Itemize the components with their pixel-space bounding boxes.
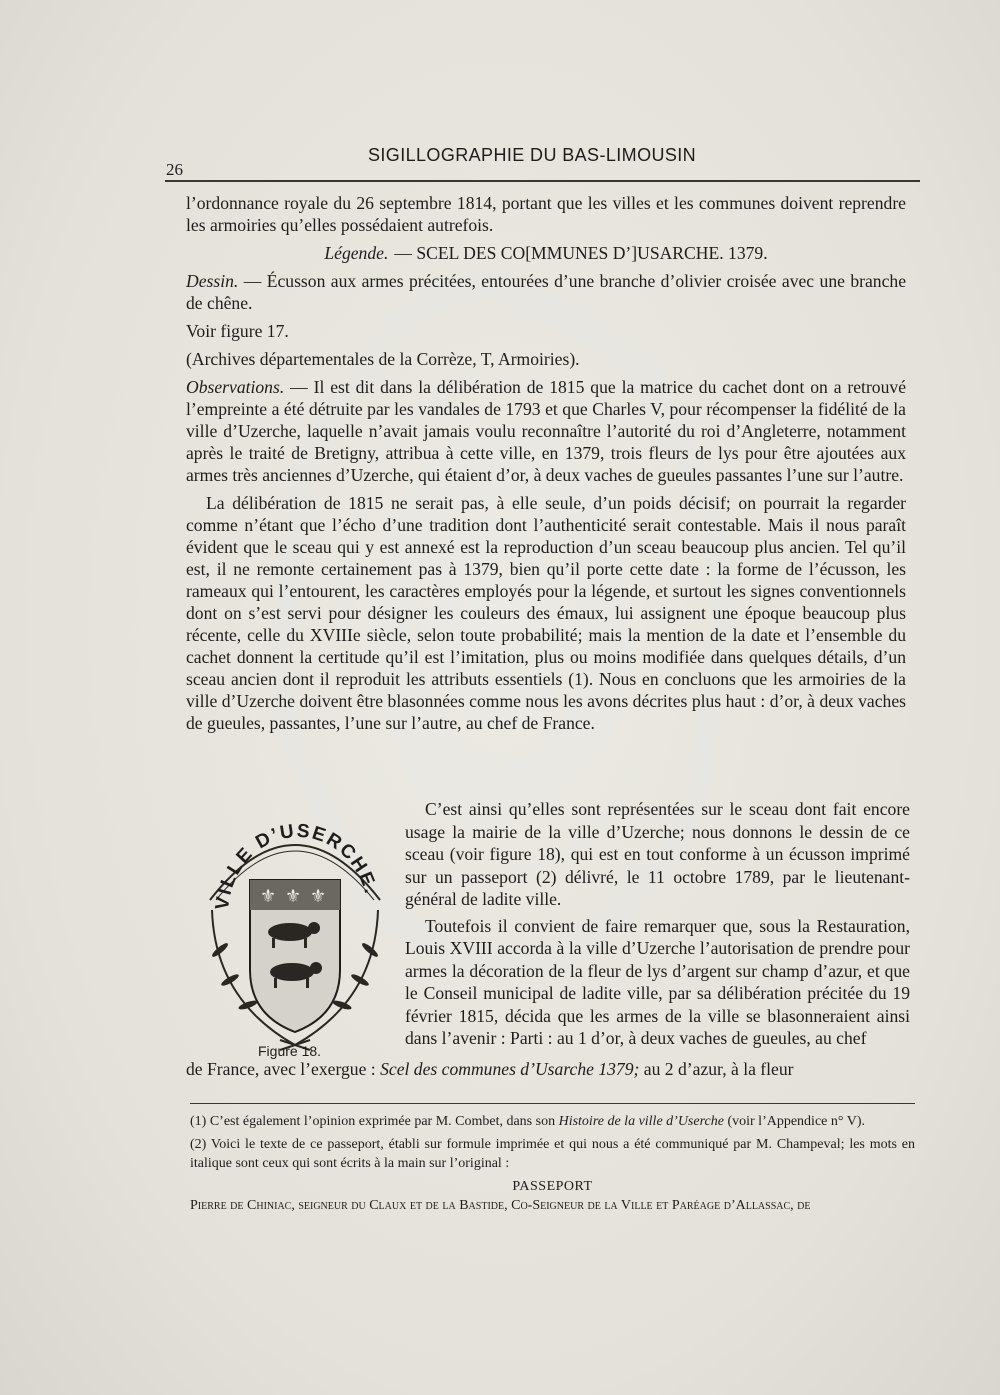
footnote-1-title: Histoire de la ville d’Userche [558,1114,724,1129]
observations-paragraph [186,376,906,486]
footnote-1 [190,1112,915,1131]
right-paragraph-2: Toutefois il convient de faire remarquer que, sous la Restauration, Louis XVIII accorda à la ville d’Uzerche l’autorisation de prendre pour armes la décoration de la fleur de lys d’argent sur champ d’azur, et que le Conseil municipal de ladite ville, par sa délibération précitée du 19 février 1815, décida que les armes de la ville se blasonneraient ainsi dans l’avenir : Parti : au 1 d’or, à deux vaches de gueules, au chef [405,915,910,1048]
dessin-label: Dessin. [186,271,239,291]
main-text [186,192,906,740]
running-head: SIGILLOGRAPHIE DU BAS-LIMOUSIN [368,145,697,165]
footnote-1-end: (voir l’Appendice n° V). [727,1114,865,1129]
observations-label: Observations. [186,377,285,397]
page-number: 26 [166,160,183,179]
tail-end: au 2 d’azur, à la fleur [643,1059,794,1079]
svg-text:⚜: ⚜ [285,886,302,906]
shield-icon [250,880,340,1032]
legende-line [186,242,906,264]
tail-line [186,1058,910,1080]
observations-text: — Il est dit dans la délibération de 1815 que la matrice du cachet dont on a retrouvé l’empreinte a été détruite par les vandales de 1793 et que Charles V, pour récompenser la fidélité de la ville d’Uzerche, laquelle n’avait jamais voulu reconnaître l’autorité du roi d’Angleterre, notamment après le traité de Bretigny, attribua à cette ville, en 1379, trois fleurs de lys pour être ajoutées aux armes très anciennes d’Uzerche, qui étaient d’or, à deux vaches de gueules passantes l’une sur l’autre. [186,377,906,485]
right-column [405,798,910,1054]
voir-figure: Voir figure 17. [186,321,289,341]
seal-figure [190,800,400,1060]
header-rule [165,180,920,182]
tail-start: de France, avec l’exergue : [186,1059,376,1079]
deliberation-paragraph: La délibération de 1815 ne serait pas, à elle seule, d’un poids décisif; on pourrait la regarder comme n’étant que l’écho d’une tradition dont l’authenticité serait contestable. Mais il nous paraît évident que le sceau qui y est annexé est la reproduction d’un sceau beaucoup plus ancien. Tel qu’il est, il ne remonte certainement pas à 1379, bien qu’il porte cette date : la forme de l’écusson, les rameaux qui l’entourent, les caractères employés pour la légende, et surtout les signes conventionnels dont on s’est servi pour désigner les couleurs des émaux, lui assignent une époque beaucoup plus récente, celle du XVIIIe siècle, selon toute probabilité; mais la mention de la date et l’ensemble du cachet donnent la certitude qu’il est l’imitation, plus ou moins modifiée dans quelques détails, d’un sceau ancien dont il reproduit les attributs essentiels (1). Nous en concluons que les armoiries de la ville d’Uzerche doivent être blasonnées comme nous les avons décrites plus haut : d’or, à deux vaches de gueules, passantes, l’une sur l’autre, au chef de France. [186,493,906,733]
dessin-paragraph [186,270,906,314]
svg-text:⚜: ⚜ [310,886,327,906]
paragraph-ordonnance: l’ordonnance royale du 26 septembre 1814, portant que les villes et les communes doivent reprendre les armoiries qu’elles possédaient autrefois. [186,193,906,235]
footnote-1-text: (1) C’est également l’opinion exprimée par M. Combet, dans son [190,1114,556,1129]
passeport-line: Pierre de Chiniac, seigneur du Claux et de la Bastide, Co-Seigneur de la Ville et Paréage d’Allassac, de [190,1198,811,1213]
footnote-rule [190,1103,915,1104]
svg-text:⚜: ⚜ [260,886,277,906]
passeport-title: PASSEPORT [512,1179,593,1194]
legende-text: — SCEL DES CO[MMUNES D’]USARCHE. 1379. [394,243,768,263]
footnotes [190,1112,915,1219]
legende-label: Légende. [324,243,389,263]
seal-legend: VILLE D’USERCHE. [211,820,382,912]
archives-reference: (Archives départementales de la Corrèze, T, Armoiries). [186,349,580,369]
right-paragraph-1: C’est ainsi qu’elles sont représentées sur le sceau dont fait encore usage la mairie de la ville d’Uzerche; nous donnons le dessin de ce sceau (voir figure 18), qui est en tout conforme à un écusson imprimé sur un passeport (2) délivré, le 11 octobre 1789, par le lieutenant-général de ladite ville. [405,799,910,909]
figure-caption: Figure 18. [258,1043,322,1059]
footnote-2: (2) Voici le texte de ce passeport, établi sur formule imprimée et qui nous a été communiqué par M. Champeval; les mots en italique sont ceux qui sont écrits à la main sur l’original : [190,1137,915,1171]
tail-exergue: Scel des communes d’Usarche 1379; [380,1059,640,1079]
dessin-text: — Écusson aux armes précitées, entourées d’une branche d’olivier croisée avec une branche de chêne. [186,271,907,313]
